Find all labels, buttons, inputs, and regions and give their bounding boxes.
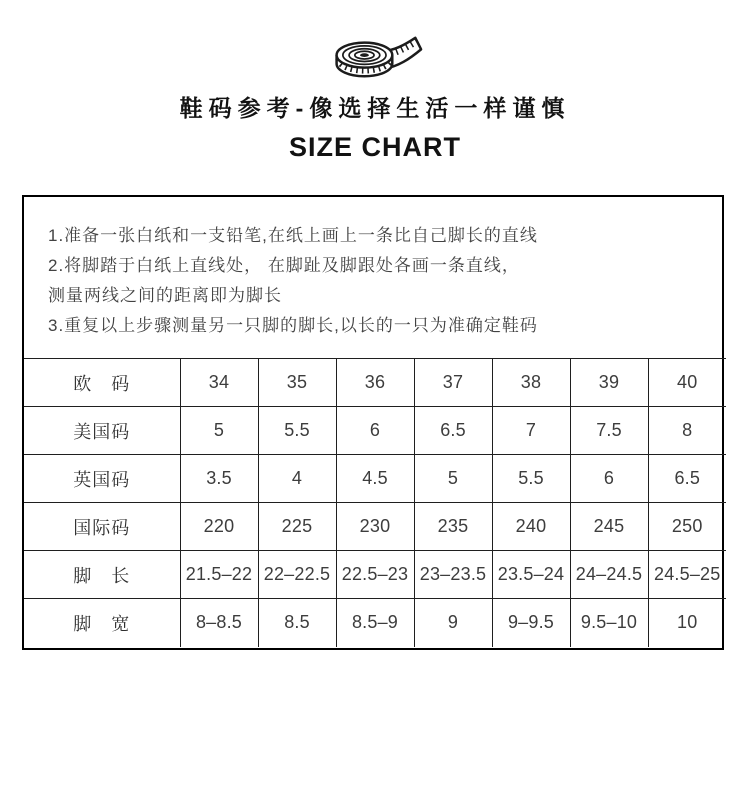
size-cell: 6.5 bbox=[414, 407, 492, 455]
size-cell: 235 bbox=[414, 503, 492, 551]
size-cell: 39 bbox=[570, 359, 648, 407]
table-row-eu-size bbox=[24, 359, 726, 407]
size-cell: 24–24.5 bbox=[570, 551, 648, 599]
size-cell: 5.5 bbox=[258, 407, 336, 455]
size-cell: 4 bbox=[258, 455, 336, 503]
size-cell: 8.5–9 bbox=[336, 599, 414, 647]
size-cell: 36 bbox=[336, 359, 414, 407]
size-cell: 22–22.5 bbox=[258, 551, 336, 599]
size-cell: 40 bbox=[648, 359, 726, 407]
size-cell: 21.5–22 bbox=[180, 551, 258, 599]
page-title-chinese: 鞋码参考-像选择生活一样谨慎 bbox=[179, 95, 571, 121]
row-label-foot-width: 脚 宽 bbox=[24, 599, 180, 647]
size-cell: 6 bbox=[570, 455, 648, 503]
size-cell: 35 bbox=[258, 359, 336, 407]
size-cell: 225 bbox=[258, 503, 336, 551]
instruction-line-3: 测量两线之间的距离即为脚长 bbox=[48, 286, 282, 305]
size-cell: 3.5 bbox=[180, 455, 258, 503]
size-cell: 5.5 bbox=[492, 455, 570, 503]
row-label-foot-length: 脚 长 bbox=[24, 551, 180, 599]
size-cell: 22.5–23 bbox=[336, 551, 414, 599]
table-row-foot-width bbox=[24, 599, 726, 647]
size-cell: 250 bbox=[648, 503, 726, 551]
size-cell: 245 bbox=[570, 503, 648, 551]
size-cell: 24.5–25 bbox=[648, 551, 726, 599]
row-label-uk: 英国码 bbox=[24, 455, 180, 503]
size-cell: 7 bbox=[492, 407, 570, 455]
size-cell: 34 bbox=[180, 359, 258, 407]
size-cell: 38 bbox=[492, 359, 570, 407]
table-row-intl-size bbox=[24, 503, 726, 551]
size-cell: 9.5–10 bbox=[570, 599, 648, 647]
size-cell: 5 bbox=[180, 407, 258, 455]
measuring-instructions bbox=[24, 197, 722, 358]
size-cell: 8.5 bbox=[258, 599, 336, 647]
instruction-line-4: 3.重复以上步骤测量另一只脚的脚长,以长的一只为准确定鞋码 bbox=[48, 316, 538, 335]
size-cell: 230 bbox=[336, 503, 414, 551]
size-cell: 37 bbox=[414, 359, 492, 407]
size-cell: 4.5 bbox=[336, 455, 414, 503]
size-cell: 7.5 bbox=[570, 407, 648, 455]
row-label-intl: 国际码 bbox=[24, 503, 180, 551]
size-cell: 6 bbox=[336, 407, 414, 455]
size-cell: 9–9.5 bbox=[492, 599, 570, 647]
row-label-us: 美国码 bbox=[24, 407, 180, 455]
size-cell: 23–23.5 bbox=[414, 551, 492, 599]
header-icon-area bbox=[0, 0, 750, 88]
row-label-eu: 欧 码 bbox=[24, 359, 180, 407]
size-cell: 220 bbox=[180, 503, 258, 551]
size-cell: 8–8.5 bbox=[180, 599, 258, 647]
size-cell: 10 bbox=[648, 599, 726, 647]
size-cell: 240 bbox=[492, 503, 570, 551]
instruction-line-1: 1.准备一张白纸和一支铅笔,在纸上画上一条比自己脚长的直线 bbox=[48, 226, 538, 245]
size-cell: 23.5–24 bbox=[492, 551, 570, 599]
size-cell: 9 bbox=[414, 599, 492, 647]
instruction-line-2: 2.将脚踏于白纸上直线处， 在脚趾及脚跟处各画一条直线， bbox=[48, 256, 520, 275]
size-cell: 5 bbox=[414, 455, 492, 503]
size-cell: 6.5 bbox=[648, 455, 726, 503]
page-title-english: SIZE CHART bbox=[289, 132, 461, 162]
table-row-uk-size bbox=[24, 455, 726, 503]
table-row-us-size bbox=[24, 407, 726, 455]
size-table bbox=[24, 358, 726, 647]
size-chart-box bbox=[22, 195, 724, 650]
table-row-foot-length bbox=[24, 551, 726, 599]
size-cell: 8 bbox=[648, 407, 726, 455]
